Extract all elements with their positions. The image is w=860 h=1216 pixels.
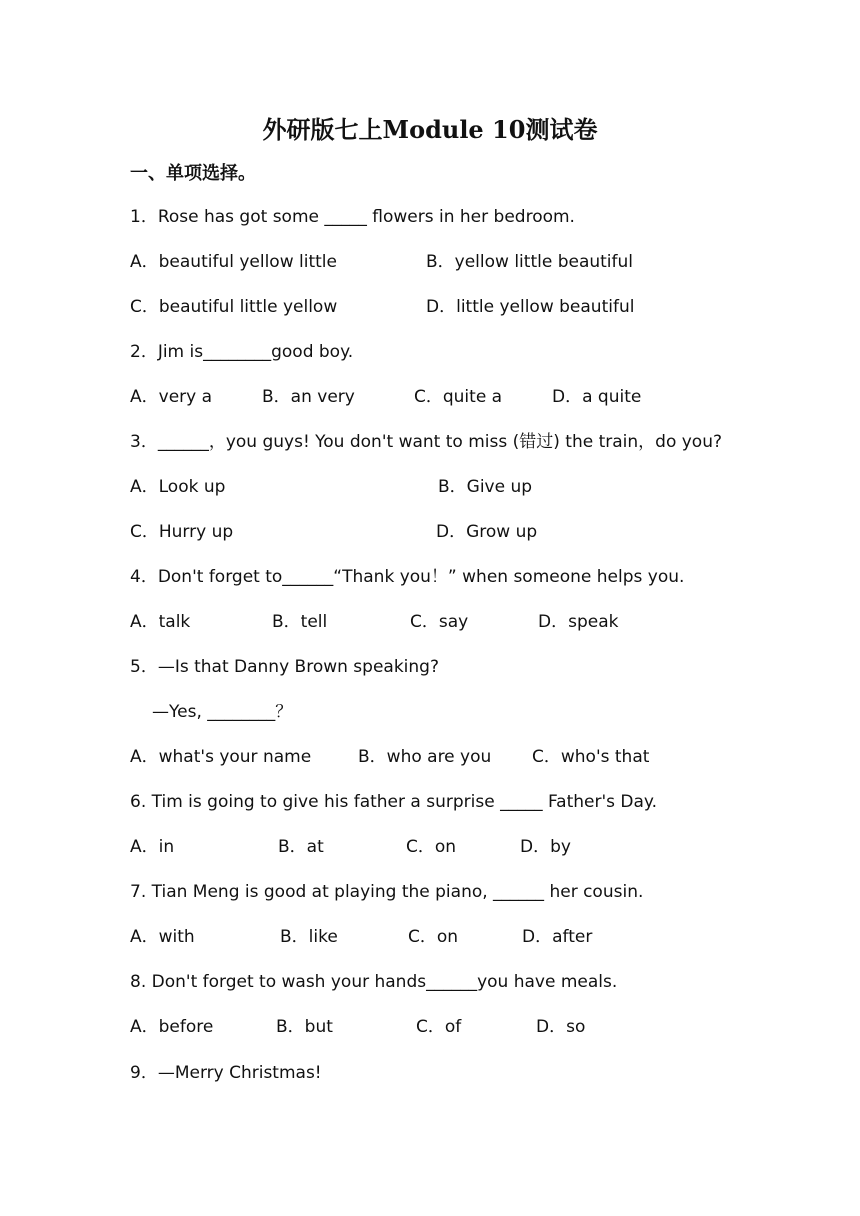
question-5-stem: 5．—Is that Danny Brown speaking? [130,657,439,677]
question-6-option-b: B．at [278,837,324,857]
question-4-option-c: C．say [410,612,469,632]
question-5-option-b: B．who are you [358,747,492,767]
question-8-option-c: C．of [416,1017,462,1037]
question-1-stem: 1．Rose has got some _____ flowers in her bedroom. [130,207,575,227]
question-7-option-d: D．after [522,927,593,947]
question-1-option-d: D．little yellow beautiful [426,297,635,317]
question-1-option-a: A．beautiful yellow little [130,252,337,272]
question-4-option-d: D．speak [538,612,619,632]
question-3-option-a: A．Look up [130,477,226,497]
question-3-stem: 3．______，you guys! You don't want to miss (错过) the train，do you? [130,432,723,452]
question-2-option-d: D．a quite [552,387,642,407]
question-8-option-d: D．so [536,1017,586,1037]
question-4-option-a: A．talk [130,612,191,632]
page-title: 外研版七上Module 10测试卷 [262,115,598,144]
question-5-option-c: C．who's that [532,747,650,767]
question-5-option-a: A．what's your name [130,747,312,767]
question-3-option-c: C．Hurry up [130,522,234,542]
question-3-option-d: D．Grow up [436,522,538,542]
question-4-stem: 4．Don't forget to______“Thank you！” when someone helps you. [130,567,685,587]
question-5-reply: —Yes, ________？ [152,702,293,722]
question-8-stem: 8. Don't forget to wash your hands______you have meals. [130,972,618,992]
question-8-option-b: B．but [276,1017,333,1037]
question-2-option-a: A．very a [130,387,213,407]
question-2-stem: 2．Jim is________good boy. [130,342,354,362]
question-7-stem: 7. Tian Meng is good at playing the piano, ______ her cousin. [130,882,644,902]
question-1-option-b: B．yellow little beautiful [426,252,634,272]
question-4-option-b: B．tell [272,612,328,632]
question-3-option-b: B．Give up [438,477,533,497]
section-heading: 一、单项选择。 [130,163,256,184]
question-6-option-d: D．by [520,837,571,857]
question-2-option-b: B．an very [262,387,355,407]
question-6-option-a: A．in [130,837,175,857]
question-6-stem: 6. Tim is going to give his father a surprise _____ Father's Day. [130,792,657,812]
question-6-option-c: C．on [406,837,457,857]
question-7-option-b: B．like [280,927,338,947]
question-2-option-c: C．quite a [414,387,503,407]
question-7-option-c: C．on [408,927,459,947]
question-1-option-c: C．beautiful little yellow [130,297,338,317]
question-7-option-a: A．with [130,927,195,947]
question-9-stem: 9．—Merry Christmas! [130,1063,322,1083]
question-8-option-a: A．before [130,1017,214,1037]
